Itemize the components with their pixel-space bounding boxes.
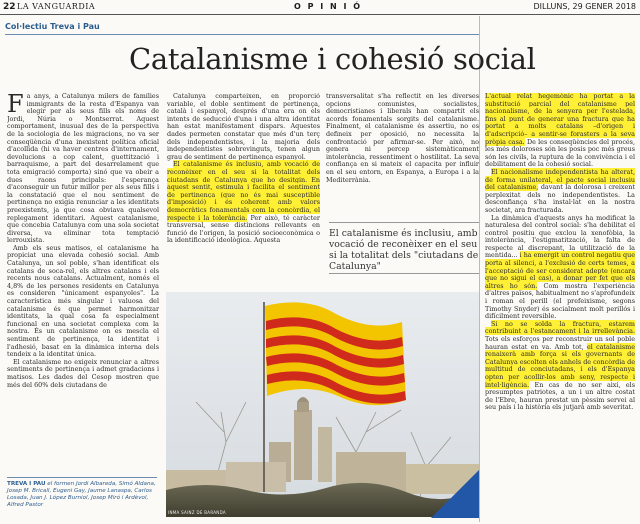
highlighted-text: L'actual relat hegemònic ha portat a la substitució parcial del catalanisme pel nacionalisme, de la senyera per l'estelada, fins al punt de generar una fractura que ha portat a molts catalans –d'origen i d'adscripció– a sentir-se forasters a la seva pròpia casa. bbox=[485, 93, 635, 146]
paragraph-text: De les conseqüències del procés, les més doloroses són les posis poc més greus són les civils, la ruptura de la convivència i el debilitament de la cohesió social. bbox=[485, 137, 635, 169]
paragraph: a anys, a Catalunya milers de famílies immigrants de la resta d'Espanya van elegir per als seus fills els noms de Jordi, Núria o Montserrat. Aquest comportament, inusual des de la perspectiva de la sociologia de les migracions, no va ser conseqüència d'una inexistent política oficial d'acollida (hi va haver centres d'internament, devolucions a cop calent, guettització i barraquisme, a part del desarrelament que tota emigració comporta) sinó que va obeir a dues raons principals: l'esperança d'aconseguir un futur millor per als seus fills i la constatació que el nou sentiment de pertinença no exigia renunciar a les identitats preexistents, ja que cosa obviava qualsevol replegament identitari. Aquest catalanisme, que concebia Catalunya com una sola societat diversa, va eliminar tota temptació lerrouxista. bbox=[7, 93, 159, 245]
paragraph-text: En cas de no ser així, els presumptes patriotes, a un i un altre costat de l'Ebre, hauran prestat un pèssim servei al seu país i la història els jutjarà amb severitat. bbox=[485, 380, 635, 412]
paragraph: El catalanisme no exigeix renunciar a altres sentiments de pertinença i admet gradacions i matisos. Les dades del Cesop mostren que més del 60% dels ciutadans de bbox=[7, 357, 159, 389]
paragraph: transversalitat s'ha reflectit en les diverses opcions comunistes, socialistes, democristianes i liberals han compartit els acords fonamentals sorgits del catalanisme. Finalment, el catalanisme és assertiu, no es defineix per oposició, no necessita la confrontació per afirmar-se. Per això, no genera ni percep sistemàticament intolerància, ressentiment o hostilitat. La seva confiança en si mateix el capacita per influir en el seu entorn, en Espanya, a Europa i a la Mediterrània. bbox=[326, 93, 479, 184]
paragraph-text: La dinàmica d'aquests anys ha modificat la naturalesa del control social: s'ha debilitat el control positiu que exclou la xenofòbia, la intolerància, l'estigmatització, la falta de respecte al discrepant, la utilització de la mentida... bbox=[485, 213, 635, 260]
photo-credit: INMA SAINZ DE BARANDA bbox=[168, 510, 226, 515]
paragraph-text: davant la dolorosa i creixent perplexitat dels no independentistes. La desconfiança s'ha instal·lat en la nostra societat, ara fracturada. bbox=[485, 183, 635, 214]
paragraph: Amb els seus matisos, el catalanisme ha propiciat una elevada cohesió social. Amb Catalunya, un sol poble, s'han identificat els catalans de soca-rel, els altres catalans i els recents nous catalans. Actualment, només el 4,8% de les persones residents en Catalunya es consideren "únicament espanyoles". La característica més singular i valuosa del catalanisme és que permet harmonitzar identitats, la qual cosa fa especialment funcional en una societat complexa com la nostra. És un catalanisme on es mescla el sentiment de pertinença, la identitat i l'adhesió, basat en la dinàmica interna dels tendeix a la identitat única. bbox=[7, 243, 159, 359]
article-column-1 bbox=[7, 93, 159, 471]
paragraph-text: Per això, té caràcter transversal, sense distincions rellevants en funció de l'origen, la posició socioeconòmica o la identificació ideològica. Aquesta bbox=[167, 213, 320, 245]
highlighted-text: El catalanisme és inclusiu, amb vocació de reconèixer en el seu si la totalitat dels ciutadans de Catalunya que ho desitgin. En aquest sentit, estimula i facilita el sentiment de pertinença (que no és mai susceptible d'imposició) i és coherent amb valors democràtics fonamentals com la concòrdia, el respecte i la tolerància. bbox=[167, 160, 320, 222]
author-signature bbox=[7, 477, 157, 521]
signature-text: el formen Jordi Albareda, Simó Aldana, Josep M. Bricall, Eugeni Gay, Jaume Lanaspa, Carlos Losada, Juan J. López Burniol, Josep Miró i Ardèvol, Alfred Pastor bbox=[7, 481, 156, 508]
page-number: 22 bbox=[3, 2, 16, 12]
byline-rule bbox=[5, 34, 479, 35]
article-column-2 bbox=[167, 93, 320, 275]
drop-cap: F bbox=[7, 93, 24, 118]
section-name: O P I N I Ó bbox=[294, 2, 363, 11]
highlighted-text: El nacionalisme independentista ha alterat, de forma unilateral, el pacte social inclusiu del catalanisme, bbox=[485, 167, 635, 192]
column-divider bbox=[479, 16, 480, 522]
signature-label: TREVA I PAU bbox=[7, 481, 46, 487]
byline: Col·lectiu Treva i Pau bbox=[5, 22, 100, 31]
paragraph: Catalunya comparteixen, en proporció variable, el doble sentiment de pertinença, català i espanyol, després d'una era on els intents de seducció d'una i una altra identitat han estat manifestament dispars. Aquestes dades permeten constatar que més d'un terç dels independentistes, i la majoria dels independentistes sobrevinguts, tenen algun grau de sentiment de pertinença espanyol. bbox=[167, 93, 320, 161]
highlighted-text: i ha emergit un control negatiu que porta al silenci, a l'exclusió de certs temes, a l'acceptació de ser considerat adepte (encara que no sigui el cas), a donar per fet que els altres ho són. bbox=[485, 251, 635, 290]
highlighted-text: el catalanisme renaixerà amb força si els governants de Catalunya escolten els anhels de concòrdia de multitud de conciutadans, i els d'Espanya opten per acollir-los amb seny, respecte i intel·ligència. bbox=[485, 342, 635, 389]
article-column-4 bbox=[485, 93, 635, 519]
page-header bbox=[0, 0, 640, 15]
issue-date: DILLUNS, 29 GENER 2018 bbox=[533, 2, 636, 11]
pull-quote-rule bbox=[329, 273, 479, 274]
publication-name: LA VANGUARDIA bbox=[17, 2, 96, 11]
decorative-corner-triangle bbox=[431, 470, 479, 518]
paragraph-text: Tots els esforços per reconstruir un sol poble hauran estat en va. Amb tot, bbox=[485, 335, 635, 351]
paragraph-text: Com mostra l'experiència d'altres països, habitualment no s'aprofundeix i roman el perill (el prefeixisme, segons Timothy Snyder) és socialment molt perillós i difícilment reversible. bbox=[485, 281, 635, 321]
article-column-3 bbox=[326, 93, 479, 215]
article-title: Catalanisme i cohesió social bbox=[129, 42, 536, 76]
pull-quote: El catalanisme és inclusiu, amb vocació de reconèixer en el seu si la totalitat dels "ciutadans de Catalunya" bbox=[329, 222, 479, 272]
highlighted-text: Si no se solda la fractura, estarem contribuint a l'estancament i la irrellevància. bbox=[485, 319, 635, 336]
